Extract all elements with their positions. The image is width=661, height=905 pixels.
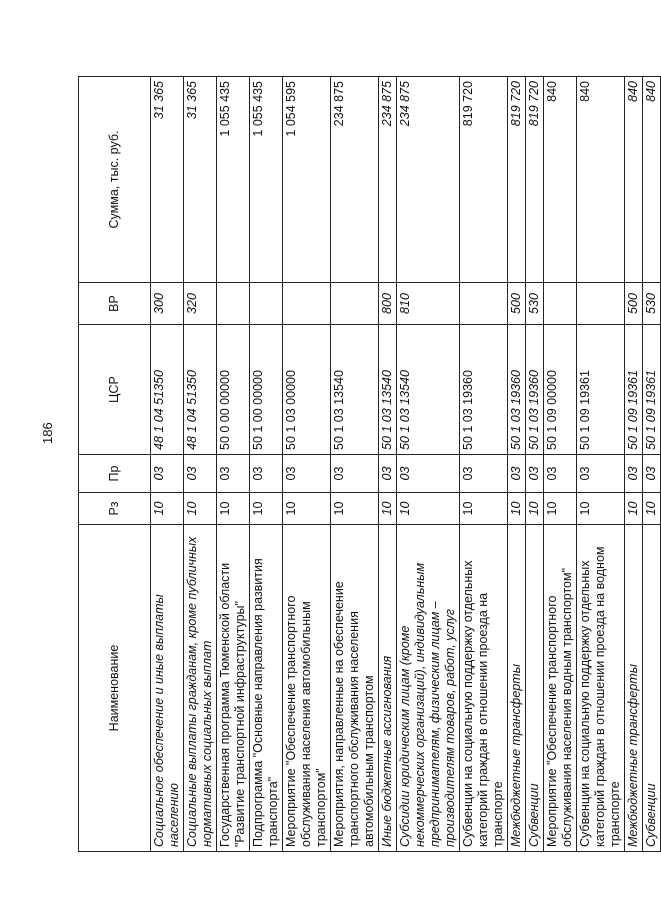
cell-csr: 50 1 09 19361 <box>643 325 661 455</box>
table-row <box>625 77 643 852</box>
cell-name: Субвенции <box>526 525 544 852</box>
table-row <box>151 77 184 852</box>
page-number: 186 <box>40 422 55 444</box>
cell-csr: 50 0 00 00000 <box>217 325 250 455</box>
cell-name: Субвенции на социальную поддержку отдельных категорий граждан в отношении проезда на водном транспорте <box>577 525 625 852</box>
cell-pr: 03 <box>577 455 625 493</box>
cell-name: Социальные выплаты гражданам, кроме публичных нормативных социальных выплат <box>184 525 217 852</box>
cell-vr: 800 <box>379 283 397 325</box>
cell-rz: 10 <box>151 493 184 525</box>
cell-pr: 03 <box>460 455 508 493</box>
cell-csr: 50 1 03 13540 <box>379 325 397 455</box>
cell-sum: 31 365 <box>151 77 184 283</box>
cell-sum: 234 875 <box>379 77 397 283</box>
cell-name: Государственная программа Тюменской области "Развитие транспортной инфраструктуры" <box>217 525 250 852</box>
cell-name: Субсидии юридическим лицам (кроме некоммерческих организаций), индивидуальным предпринимателям, физическим лицам – производителям товаров, работ, услуг <box>397 525 460 852</box>
cell-csr: 48 1 04 51350 <box>151 325 184 455</box>
cell-name: Иные бюджетные ассигнования <box>379 525 397 852</box>
cell-name: Мероприятия, направленные на обеспечение транспортного обслуживания населения автомобильным транспортом <box>331 525 379 852</box>
header-csr: ЦСР <box>79 325 151 455</box>
cell-vr: 810 <box>397 283 460 325</box>
table-row <box>397 77 460 852</box>
cell-sum: 1 055 435 <box>250 77 283 283</box>
cell-rz: 10 <box>577 493 625 525</box>
cell-vr <box>544 283 577 325</box>
cell-rz: 10 <box>331 493 379 525</box>
cell-pr: 03 <box>397 455 460 493</box>
cell-csr: 50 1 03 13540 <box>331 325 379 455</box>
cell-sum: 840 <box>625 77 643 283</box>
cell-rz: 10 <box>283 493 331 525</box>
cell-pr: 03 <box>151 455 184 493</box>
cell-sum: 1 055 435 <box>217 77 250 283</box>
table-row <box>508 77 526 852</box>
cell-name: Межбюджетные трансферты <box>508 525 526 852</box>
budget-table-container <box>78 77 658 852</box>
table-row <box>379 77 397 852</box>
cell-vr <box>250 283 283 325</box>
cell-vr <box>460 283 508 325</box>
cell-pr: 03 <box>508 455 526 493</box>
cell-rz: 10 <box>508 493 526 525</box>
cell-vr <box>331 283 379 325</box>
cell-pr: 03 <box>283 455 331 493</box>
cell-pr: 03 <box>526 455 544 493</box>
cell-rz: 10 <box>544 493 577 525</box>
cell-name: Субвенции <box>643 525 661 852</box>
cell-vr: 530 <box>643 283 661 325</box>
cell-csr: 50 1 09 19361 <box>625 325 643 455</box>
cell-pr: 03 <box>544 455 577 493</box>
cell-csr: 50 1 00 00000 <box>250 325 283 455</box>
header-pr: Пр <box>79 455 151 493</box>
cell-vr: 500 <box>625 283 643 325</box>
cell-pr: 03 <box>643 455 661 493</box>
cell-name: Мероприятие "Обеспечение транспортного обслуживания населения автомобильным транспортом" <box>283 525 331 852</box>
table-row <box>544 77 577 852</box>
table-row <box>643 77 661 852</box>
cell-sum: 819 720 <box>460 77 508 283</box>
cell-csr: 50 1 03 19360 <box>460 325 508 455</box>
table-row <box>184 77 217 852</box>
cell-vr <box>217 283 250 325</box>
header-vr: ВР <box>79 283 151 325</box>
cell-csr: 50 1 03 13540 <box>397 325 460 455</box>
cell-name: Межбюджетные трансферты <box>625 525 643 852</box>
cell-vr: 300 <box>151 283 184 325</box>
cell-vr <box>283 283 331 325</box>
cell-name: Социальное обеспечение и иные выплаты населению <box>151 525 184 852</box>
cell-sum: 819 720 <box>508 77 526 283</box>
table-row <box>526 77 544 852</box>
cell-csr: 48 1 04 51350 <box>184 325 217 455</box>
cell-sum: 234 875 <box>397 77 460 283</box>
cell-sum: 840 <box>577 77 625 283</box>
cell-rz: 10 <box>526 493 544 525</box>
table-row <box>331 77 379 852</box>
cell-rz: 10 <box>625 493 643 525</box>
cell-csr: 50 1 09 00000 <box>544 325 577 455</box>
header-rz: Рз <box>79 493 151 525</box>
cell-vr: 320 <box>184 283 217 325</box>
cell-pr: 03 <box>250 455 283 493</box>
table-row <box>217 77 250 852</box>
cell-pr: 03 <box>625 455 643 493</box>
header-name: Наименование <box>79 525 151 852</box>
cell-sum: 234 875 <box>331 77 379 283</box>
cell-pr: 03 <box>184 455 217 493</box>
cell-pr: 03 <box>331 455 379 493</box>
table-row <box>460 77 508 852</box>
cell-rz: 10 <box>250 493 283 525</box>
cell-rz: 10 <box>460 493 508 525</box>
cell-vr: 500 <box>508 283 526 325</box>
cell-csr: 50 1 03 00000 <box>283 325 331 455</box>
cell-csr: 50 1 09 19361 <box>577 325 625 455</box>
cell-rz: 10 <box>184 493 217 525</box>
table-row <box>250 77 283 852</box>
cell-sum: 840 <box>643 77 661 283</box>
cell-sum: 31 365 <box>184 77 217 283</box>
cell-rz: 10 <box>643 493 661 525</box>
cell-csr: 50 1 03 19360 <box>508 325 526 455</box>
table-header-row <box>79 77 151 852</box>
cell-csr: 50 1 03 19360 <box>526 325 544 455</box>
cell-rz: 10 <box>397 493 460 525</box>
cell-vr <box>577 283 625 325</box>
cell-pr: 03 <box>217 455 250 493</box>
table-row <box>577 77 625 852</box>
cell-sum: 819 720 <box>526 77 544 283</box>
cell-name: Субвенции на социальную поддержку отдельных категорий граждан в отношении проезда на транспорте <box>460 525 508 852</box>
cell-name: Подпрограмма "Основные направления развития транспорта" <box>250 525 283 852</box>
cell-rz: 10 <box>217 493 250 525</box>
cell-vr: 530 <box>526 283 544 325</box>
cell-name: Мероприятие "Обеспечение транспортного обслуживания населения водным транспортом" <box>544 525 577 852</box>
table-row <box>283 77 331 852</box>
budget-table <box>78 76 661 852</box>
cell-pr: 03 <box>379 455 397 493</box>
cell-sum: 840 <box>544 77 577 283</box>
header-sum: Сумма, тыс. руб. <box>79 77 151 283</box>
cell-sum: 1 054 595 <box>283 77 331 283</box>
cell-rz: 10 <box>379 493 397 525</box>
